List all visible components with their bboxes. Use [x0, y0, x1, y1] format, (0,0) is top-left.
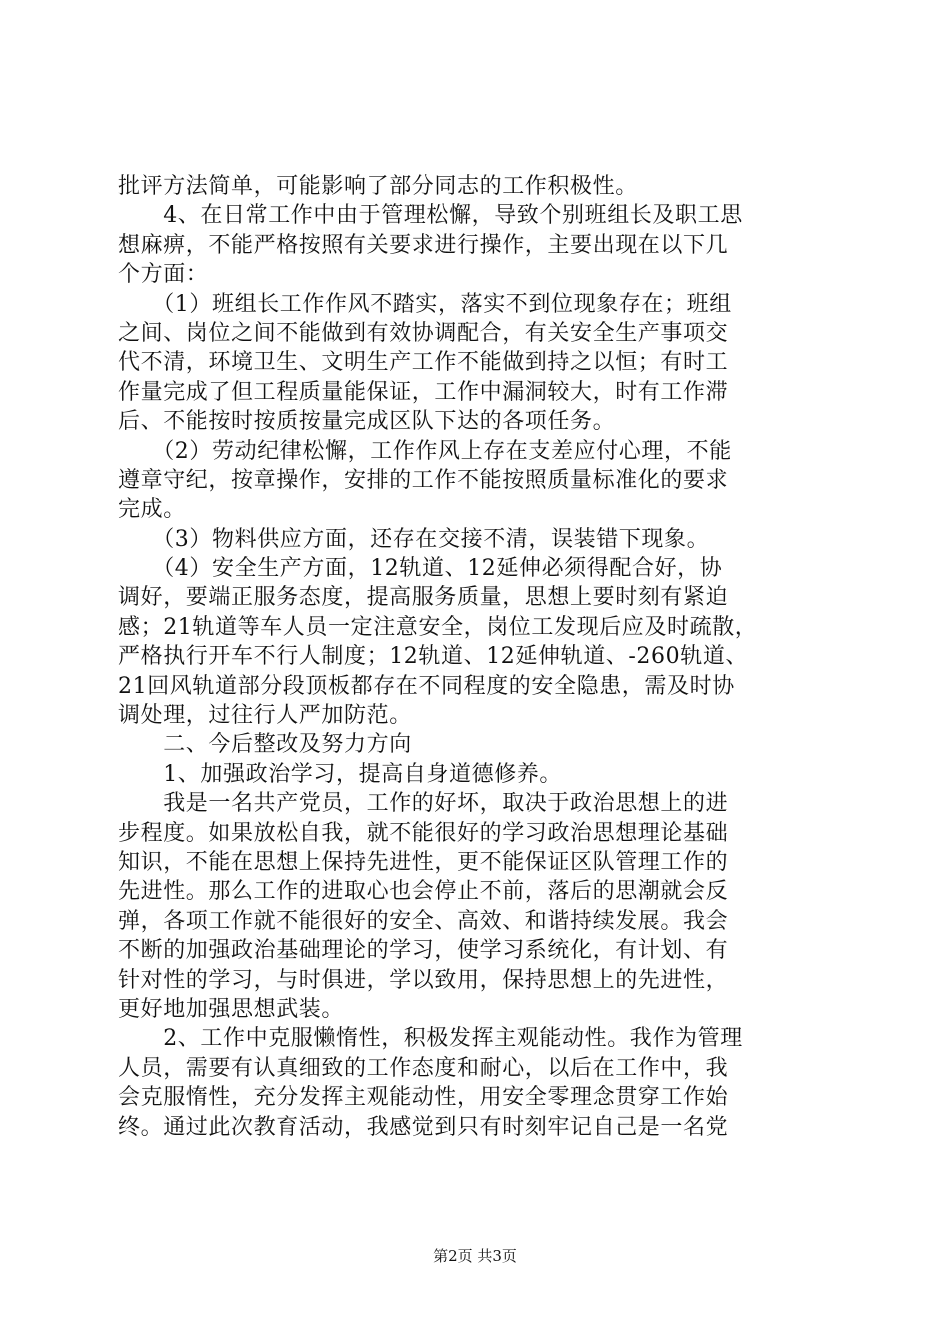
subsection-heading: 1、加强政治学习，提高自身道德修养。	[118, 761, 562, 787]
text-line: 4、在日常工作中由于管理松懈，导致个别班组长及职工思	[118, 203, 743, 229]
text-line: 调处理，过往行人严加防范。	[118, 703, 412, 729]
text-line: 之间、岗位之间不能做到有效协调配合，有关安全生产事项交	[118, 320, 729, 346]
text-line: 不断的加强政治基础理论的学习，使学习系统化，有计划、有	[118, 938, 729, 964]
document-body	[118, 172, 832, 1142]
text-line: 人员，需要有认真细致的工作态度和耐心，以后在工作中，我	[118, 1055, 729, 1081]
text-line: 代不清，环境卫生、文明生产工作不能做到持之以恒；有时工	[118, 350, 729, 376]
text-line: 21回风轨道部分段顶板都存在不同程度的安全隐患，需及时协	[118, 673, 735, 699]
text-line: 弹，各项工作就不能很好的安全、高效、和谐持续发展。我会	[118, 908, 729, 934]
text-line: 想麻痹，不能严格按照有关要求进行操作，主要出现在以下几	[118, 232, 729, 258]
text-line: 严格执行开车不行人制度；12轨道、12延伸轨道、-260轨道、	[118, 644, 749, 670]
text-line: （1）班组长工作作风不踏实，落实不到位现象存在；班组	[118, 291, 732, 317]
text-line: 感；21轨道等车人员一定注意安全，岗位工发现后应及时疏散，	[118, 614, 758, 640]
text-line: 先进性。那么工作的进取心也会停止不前，落后的思潮就会反	[118, 879, 729, 905]
text-line: 针对性的学习，与时俱进，学以致用，保持思想上的先进性，	[118, 967, 729, 993]
text-line: 终。通过此次教育活动，我感觉到只有时刻牢记自己是一名党	[118, 1114, 729, 1140]
text-line: 我是一名共产党员，工作的好坏，取决于政治思想上的进	[118, 791, 729, 817]
text-line: 完成。	[118, 497, 186, 523]
text-line: （4）安全生产方面，12轨道、12延伸必须得配合好，协	[118, 556, 723, 582]
text-line: （3）物料供应方面，还存在交接不清，误装错下现象。	[118, 526, 710, 552]
text-line: 步程度。如果放松自我，就不能很好的学习政治思想理论基础	[118, 820, 729, 846]
text-line: 批评方法简单，可能影响了部分同志的工作积极性。	[118, 174, 638, 199]
section-heading: 二、今后整改及努力方向	[118, 732, 412, 758]
text-line: 知识，不能在思想上保持先进性，更不能保证区队管理工作的	[118, 849, 729, 875]
text-line: 更好地加强思想武装。	[118, 996, 345, 1022]
text-line: （2）劳动纪律松懈，工作作风上存在支差应付心理，不能	[118, 438, 732, 464]
text-line: 作量完成了但工程质量能保证，工作中漏洞较大，时有工作滞	[118, 379, 729, 405]
text-line: 调好，要端正服务态度，提高服务质量，思想上要时刻有紧迫	[118, 585, 729, 611]
text-line: 后、不能按时按质按量完成区队下达的各项任务。	[118, 409, 616, 435]
text-line: 2、工作中克服懒惰性，积极发挥主观能动性。我作为管理	[118, 1026, 743, 1052]
text-line: 遵章守纪，按章操作，安排的工作不能按照质量标准化的要求	[118, 467, 729, 493]
text-line: 个方面：	[118, 262, 209, 288]
text-line: 会克服惰性，充分发挥主观能动性，用安全零理念贯穿工作始	[118, 1085, 729, 1111]
page-number-footer: 第2页 共3页	[433, 1247, 517, 1265]
